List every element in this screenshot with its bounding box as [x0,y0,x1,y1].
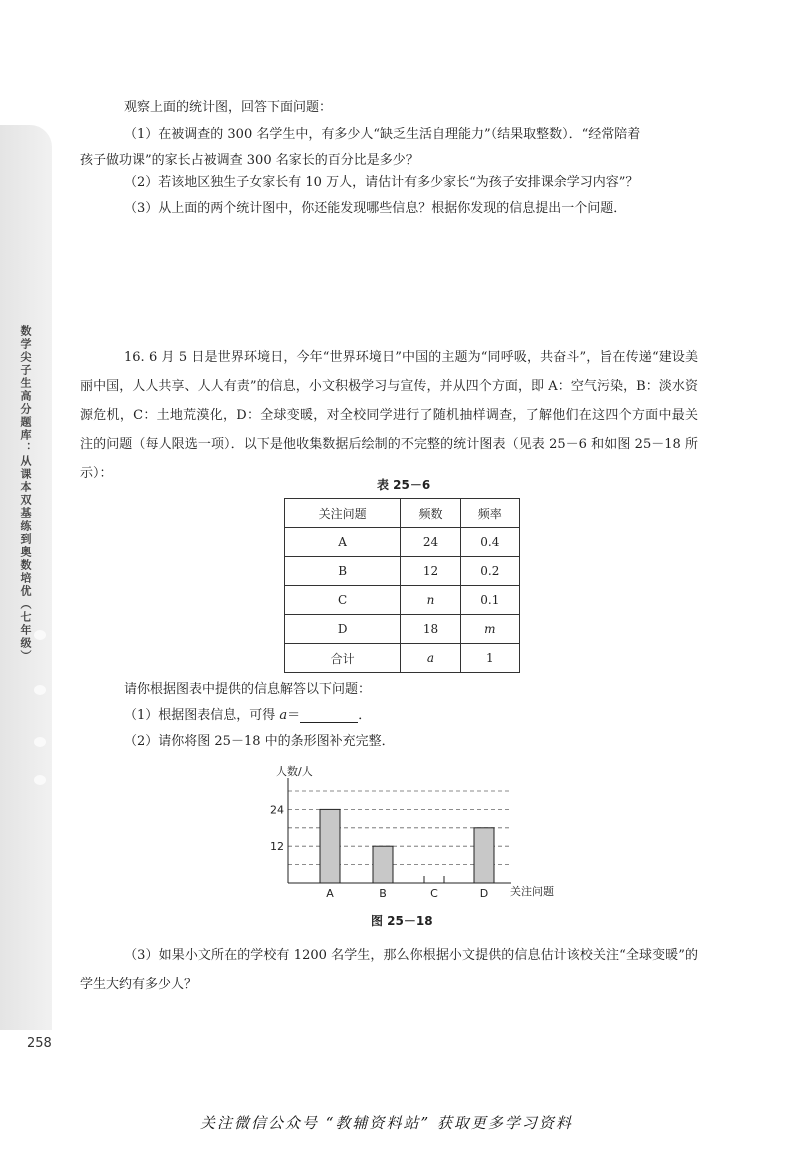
x-tick-label: D [479,887,489,900]
bar-B [373,846,393,883]
table-row [285,557,520,586]
table-cell: A [285,528,401,557]
q16-sub3 [80,941,698,999]
prev-intro: 观察上面的统计图，回答下面问题： [124,100,333,115]
table-row [285,615,520,644]
table-cell: 24 [401,528,460,557]
decor-dot [34,630,46,640]
book-title: 数学尖子生高分题库：从课本双基练到奥数培优（七年级） [19,325,32,663]
q16-sub3-text: （3）如果小文所在的学校有 1200 名学生，那么你根据小文提供的信息估计该校关注“全球变暖”的学生大约有多少人？ [80,948,698,992]
table-cell: D [285,615,401,644]
sub1-end: ． [358,708,372,723]
table-cell: 0.4 [460,528,519,557]
sub1-prefix: （1）根据图表信息，可得 [124,708,280,723]
decor-dot [34,685,46,695]
table-cell: 0.2 [460,557,519,586]
table-cell: B [285,557,401,586]
table-cell: 合计 [285,644,401,673]
q16-sub1 [124,704,371,728]
table-cell: a [401,644,460,673]
decor-dot [34,775,46,785]
table-cell: m [460,615,519,644]
bar-D [474,828,494,883]
sub1-var: a [279,708,288,723]
table-cell: n [401,586,460,615]
x-tick-label: B [379,887,387,900]
page-number: 258 [27,1036,52,1051]
frequency-table [284,498,520,673]
x-axis-label: 关注问题 [510,885,554,898]
y-axis-label: 人数/人 [276,765,313,778]
table-row [285,528,520,557]
footer-note: 关注微信公众号 “教辅资料站” 获取更多学习资料 [200,1114,573,1132]
table-cell: 1 [460,644,519,673]
answer-blank [300,708,358,723]
table-cell: 0.1 [460,586,519,615]
q16-prompt: 请你根据图表中提供的信息解答以下问题： [124,682,372,697]
table-header: 频率 [460,499,519,528]
prev-line2: 孩子做功课”的家长占被调查 300 名家长的百分比是多少？ [80,153,419,168]
decor-dot [34,737,46,747]
table-header-row [285,499,520,528]
table-cell: 18 [401,615,460,644]
bar-chart [266,764,566,910]
x-tick-label: C [430,887,438,900]
x-tick-label: A [326,887,334,900]
table-header: 频数 [401,499,460,528]
table-cell: C [285,586,401,615]
prev-line3: （2）若该地区独生子女家长有 10 万人，请估计有多少家长“为孩子安排课余学习内容”？ [124,175,639,190]
sub1-eq: ＝ [287,708,301,723]
bar-A [320,809,340,883]
table-cell: 12 [401,557,460,586]
table-caption: 表 25－6 [377,478,431,492]
table-header: 关注问题 [285,499,401,528]
table-row [285,644,520,673]
q16-stem [80,343,698,488]
figure-caption: 图 25－18 [371,914,433,928]
prev-line1: （1）在被调查的 300 名学生中，有多少人“缺乏生活自理能力”（结果取整数）．“经常陪着 [124,127,641,142]
prev-line4: （3）从上面的两个统计图中，你还能发现哪些信息？根据你发现的信息提出一个问题． [124,201,627,216]
sidebar-band [0,125,52,1030]
q16-stem-text: 16. 6 月 5 日是世界环境日，今年“世界环境日”中国的主题为“同呼吸，共奋斗”，旨在传递“建设美丽中国，人人共享、人人有责”的信息，小文积极学习与宣传，并从四个方面，即 A：空气污染，B：淡水资源危机，C：土地荒漠化，D：全球变暖，对全校同学进行了随机抽样调查，了解他们在这四个方面中最关注的问题（每人限选一项）．以下是他收集数据后绘制的不完整的统计图表（见表 25－6 和如图 25－18 所示）： [80,350,698,481]
y-tick-label: 12 [270,840,284,854]
y-tick-label: 24 [270,803,284,817]
q16-sub2: （2）请你将图 25－18 中的条形图补充完整． [124,734,395,749]
table-row [285,586,520,615]
